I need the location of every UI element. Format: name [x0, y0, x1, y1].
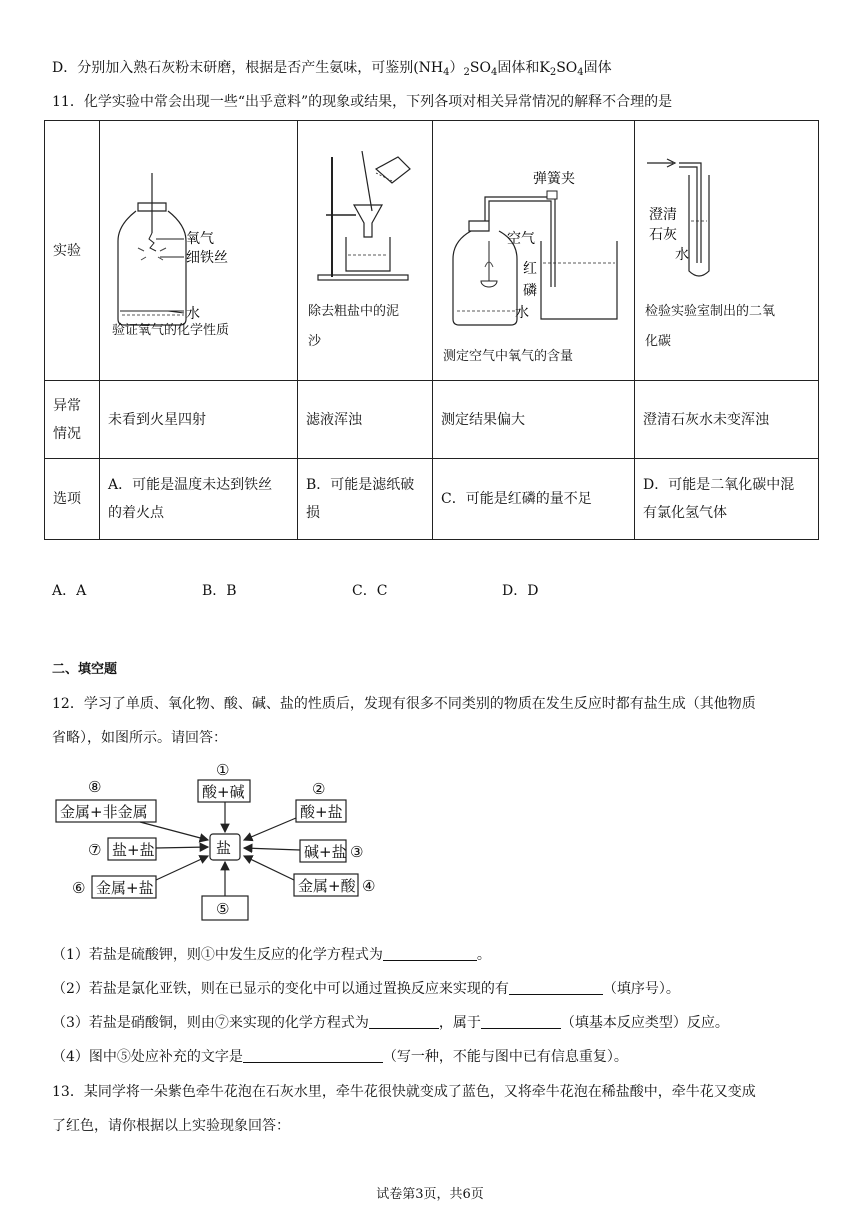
caption-4: 检验实验室制出的二氧 化碳	[645, 304, 776, 349]
caption-1: 验证氧气的化学性质	[112, 323, 230, 338]
q13-line1: 13．某同学将一朵紫色牵牛花泡在石灰水里，牵牛花很快就变成了蓝色，又将牵牛花泡在稀盐酸中，牵牛花又变成	[52, 1084, 756, 1100]
box-1-text: 酸+碱	[202, 783, 245, 801]
label-iron-wire: 细铁丝	[186, 250, 228, 266]
num-2: ②	[312, 780, 326, 798]
row-label-abnormal: 异常 情况	[45, 381, 100, 459]
choice-a[interactable]: A．A	[52, 583, 87, 599]
q11-stem: 11．化学实验中常会出现一些“出乎意料”的现象或结果，下列各项对相关异常情况的解释不合理的是	[52, 94, 673, 110]
box-3-text: 碱+盐	[304, 843, 347, 861]
row-label-experiment: 实验	[45, 121, 100, 381]
experiment-cell-2	[298, 121, 433, 381]
caption-2: 除去粗盐中的泥 沙	[308, 304, 400, 349]
box-8-text: 金属+非金属	[60, 803, 148, 821]
num-1: ①	[216, 762, 230, 779]
label-air: 空气	[507, 231, 535, 247]
label-oxygen: 氧气	[186, 231, 214, 247]
blank-3b[interactable]	[481, 1012, 561, 1029]
q12-sub2: （2）若盐是氯化亚铁，则在已显示的变化中可以通过置换反应来实现的有 （填序号）。	[52, 978, 680, 999]
q12-sub4: （4）图中⑤处应补充的文字是 （写一种，不能与图中已有信息重复）。	[52, 1046, 628, 1067]
box-4-text: 金属+酸	[298, 877, 356, 895]
co2-test-apparatus	[643, 155, 803, 295]
num-4: ④	[362, 877, 376, 895]
abnormal-1: 未看到火星四射	[100, 381, 298, 459]
label-lime: 石灰	[649, 227, 677, 243]
q13-line2: 了红色，请你根据以上实验现象回答：	[52, 1118, 290, 1134]
num-3: ③	[350, 843, 364, 861]
box-7-text: 盐+盐	[112, 841, 155, 859]
experiment-table	[44, 120, 819, 540]
experiment-cell-3	[433, 121, 635, 381]
blank-4[interactable]	[243, 1046, 383, 1063]
blank-2[interactable]	[509, 978, 603, 995]
abnormal-2: 滤液浑浊	[298, 381, 433, 459]
caption-3: 测定空气中氧气的含量	[443, 349, 574, 364]
num-8: ⑧	[88, 778, 102, 796]
filtration-apparatus	[306, 151, 426, 291]
option-d: D．可能是二氧化碳中混 有氯化氢气体	[635, 459, 819, 540]
page-footer: 试卷第3页，共6页	[376, 1187, 484, 1202]
q12-sub1: （1）若盐是硫酸钾，则①中发生反应的化学方程式为 。	[52, 944, 491, 965]
label-water-4: 水	[675, 247, 689, 263]
salt-formation-diagram	[50, 762, 390, 930]
q10-option-d: D．分别加入熟石灰粉末研磨，根据是否产生氨味，可鉴别$(NH_4)_2SO_4$固体和$K_2SO_4$固体	[52, 60, 612, 78]
label-clear: 澄清	[649, 207, 677, 223]
num-7: ⑦	[88, 841, 102, 859]
oxygen-content-apparatus	[441, 171, 631, 351]
row-label-option: 选项	[45, 459, 100, 540]
abnormal-4: 澄清石灰水未变浑浊	[635, 381, 819, 459]
experiment-cell-1	[100, 121, 298, 381]
center-salt: 盐	[216, 839, 232, 857]
num-6: ⑥	[72, 879, 86, 897]
label-red: 红	[523, 261, 537, 277]
section-title: 二、填空题	[52, 662, 118, 677]
label-spring-clip: 弹簧夹	[533, 171, 575, 187]
label-water: 水	[186, 306, 200, 322]
option-c: C．可能是红磷的量不足	[433, 459, 635, 540]
box-2-text: 酸+盐	[300, 803, 343, 821]
option-b: B．可能是滤纸破 损	[298, 459, 433, 540]
box-6-text: 金属+盐	[96, 879, 154, 897]
num-5: ⑤	[216, 900, 230, 918]
blank-3a[interactable]	[369, 1012, 439, 1029]
choice-c[interactable]: C．C	[352, 583, 388, 599]
option-a: A．可能是温度未达到铁丝 的着火点	[100, 459, 298, 540]
q12-sub3: （3）若盐是硝酸铜，则由⑦来实现的化学方程式为 ，属于 （填基本反应类型）反应。	[52, 1012, 729, 1033]
experiment-cell-4	[635, 121, 819, 381]
q12-stem-line2: 省略），如图所示。请回答：	[52, 730, 227, 746]
blank-1[interactable]	[383, 944, 477, 961]
choice-d[interactable]: D．D	[502, 583, 539, 599]
choice-b[interactable]: B．B	[202, 583, 237, 599]
label-water-3: 水	[515, 305, 529, 321]
label-phosphorus: 磷	[523, 283, 537, 299]
abnormal-3: 测定结果偏大	[433, 381, 635, 459]
q12-stem-line1: 12．学习了单质、氧化物、酸、碱、盐的性质后，发现有很多不同类别的物质在发生反应时都有盐生成（其他物质	[52, 696, 756, 712]
